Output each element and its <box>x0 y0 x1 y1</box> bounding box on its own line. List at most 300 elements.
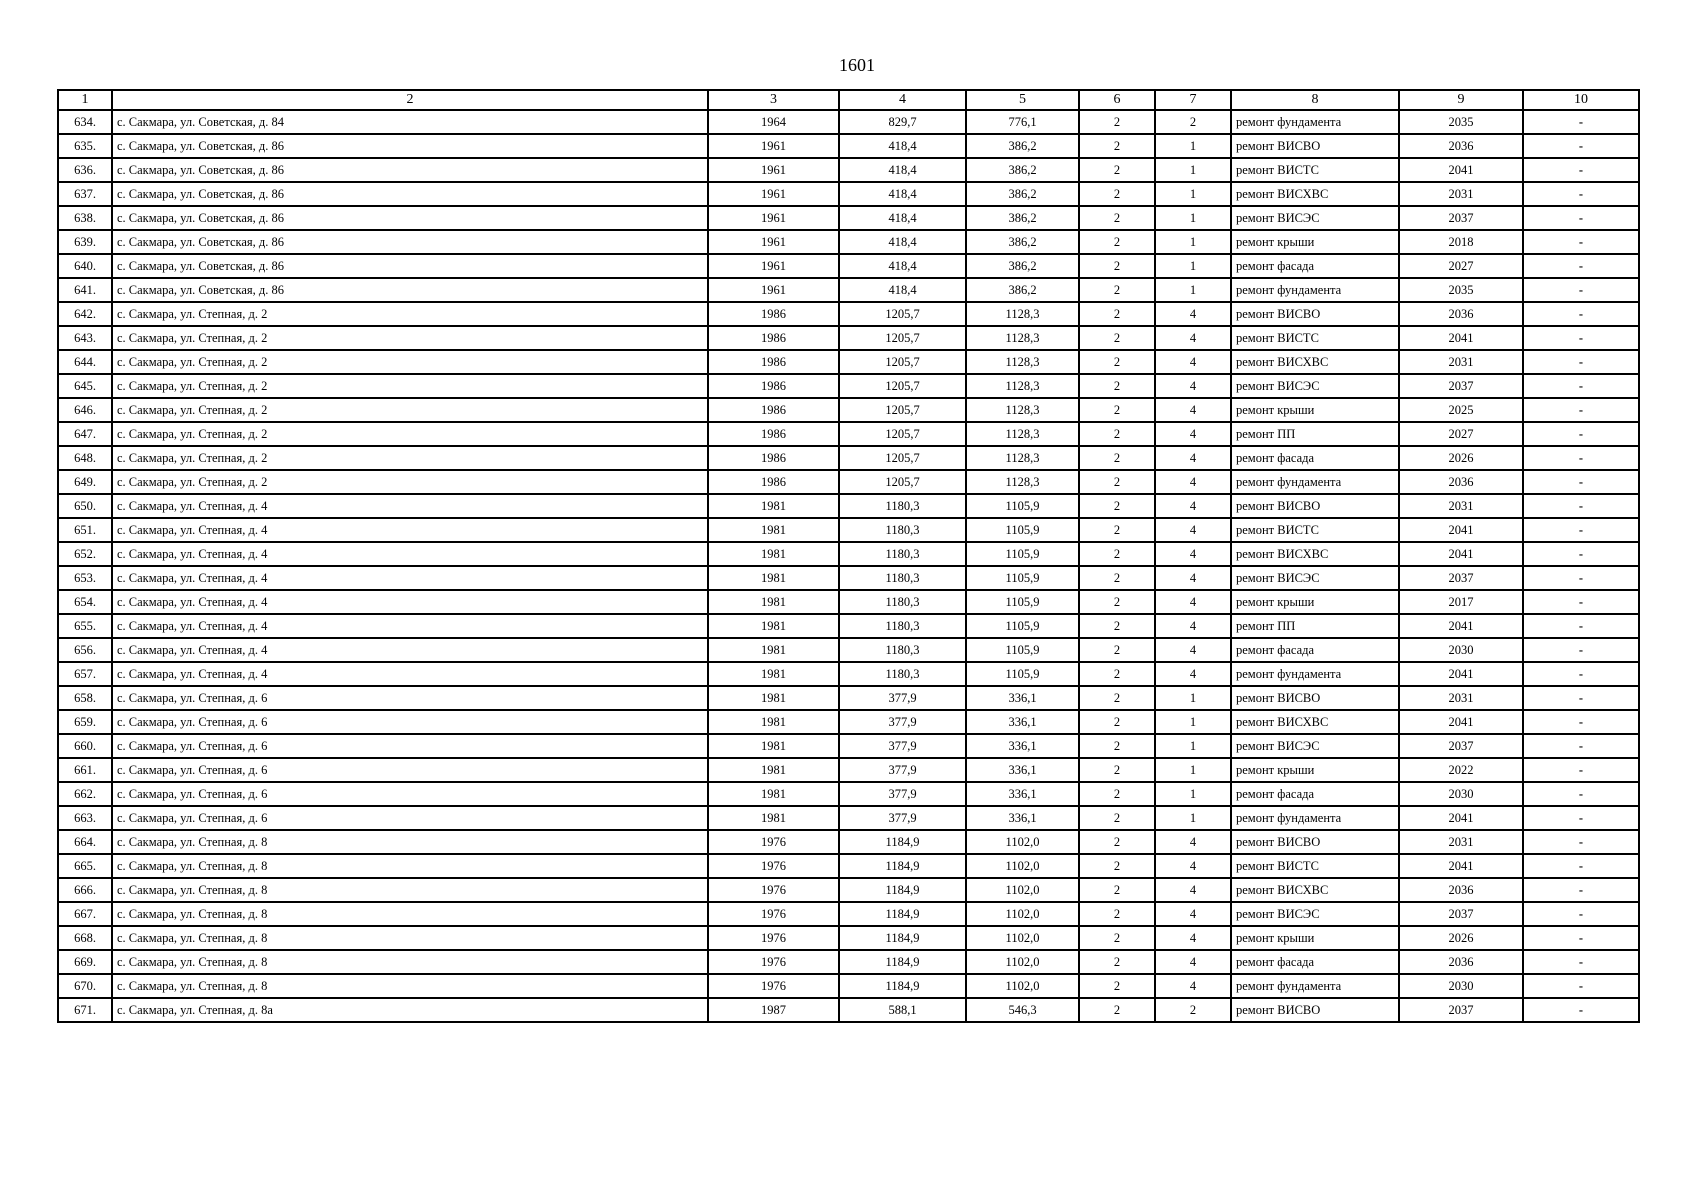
living-area-cell: 1128,3 <box>966 302 1079 326</box>
planned-year-cell: 2030 <box>1399 974 1523 998</box>
note-cell: - <box>1523 302 1639 326</box>
total-area-cell: 418,4 <box>839 134 966 158</box>
note-cell: - <box>1523 374 1639 398</box>
planned-year-cell: 2018 <box>1399 230 1523 254</box>
address-cell: с. Сакмара, ул. Советская, д. 86 <box>112 206 708 230</box>
row-number-cell: 666. <box>58 878 112 902</box>
entrances-cell: 2 <box>1155 998 1231 1022</box>
row-number-cell: 646. <box>58 398 112 422</box>
address-cell: с. Сакмара, ул. Степная, д. 4 <box>112 590 708 614</box>
table-row <box>58 590 1639 614</box>
entrances-cell: 2 <box>1155 110 1231 134</box>
row-number-cell: 665. <box>58 854 112 878</box>
work-type-cell: ремонт ПП <box>1231 614 1399 638</box>
floors-cell: 2 <box>1079 614 1155 638</box>
year-cell: 1986 <box>708 398 839 422</box>
year-cell: 1981 <box>708 758 839 782</box>
note-cell: - <box>1523 662 1639 686</box>
row-number-cell: 638. <box>58 206 112 230</box>
address-cell: с. Сакмара, ул. Степная, д. 2 <box>112 350 708 374</box>
row-number-cell: 670. <box>58 974 112 998</box>
column-header: 7 <box>1155 90 1231 110</box>
floors-cell: 2 <box>1079 590 1155 614</box>
address-cell: с. Сакмара, ул. Степная, д. 6 <box>112 758 708 782</box>
note-cell: - <box>1523 206 1639 230</box>
planned-year-cell: 2022 <box>1399 758 1523 782</box>
planned-year-cell: 2031 <box>1399 494 1523 518</box>
work-type-cell: ремонт крыши <box>1231 926 1399 950</box>
table-row <box>58 686 1639 710</box>
total-area-cell: 377,9 <box>839 758 966 782</box>
total-area-cell: 418,4 <box>839 230 966 254</box>
table-row <box>58 902 1639 926</box>
table-row <box>58 326 1639 350</box>
entrances-cell: 4 <box>1155 302 1231 326</box>
planned-year-cell: 2041 <box>1399 806 1523 830</box>
table-row <box>58 614 1639 638</box>
work-type-cell: ремонт ВИСХВС <box>1231 182 1399 206</box>
year-cell: 1976 <box>708 926 839 950</box>
entrances-cell: 4 <box>1155 446 1231 470</box>
living-area-cell: 1105,9 <box>966 494 1079 518</box>
address-cell: с. Сакмара, ул. Степная, д. 2 <box>112 398 708 422</box>
living-area-cell: 776,1 <box>966 110 1079 134</box>
year-cell: 1976 <box>708 854 839 878</box>
table-row <box>58 254 1639 278</box>
row-number-cell: 654. <box>58 590 112 614</box>
work-type-cell: ремонт фасада <box>1231 446 1399 470</box>
work-type-cell: ремонт ВИСВО <box>1231 998 1399 1022</box>
planned-year-cell: 2035 <box>1399 278 1523 302</box>
total-area-cell: 1205,7 <box>839 446 966 470</box>
floors-cell: 2 <box>1079 854 1155 878</box>
total-area-cell: 418,4 <box>839 182 966 206</box>
address-cell: с. Сакмара, ул. Советская, д. 86 <box>112 182 708 206</box>
work-type-cell: ремонт ВИСЭС <box>1231 734 1399 758</box>
table-row <box>58 470 1639 494</box>
total-area-cell: 1205,7 <box>839 326 966 350</box>
floors-cell: 2 <box>1079 878 1155 902</box>
living-area-cell: 336,1 <box>966 758 1079 782</box>
year-cell: 1976 <box>708 878 839 902</box>
work-type-cell: ремонт фундамента <box>1231 278 1399 302</box>
living-area-cell: 1102,0 <box>966 854 1079 878</box>
floors-cell: 2 <box>1079 398 1155 422</box>
address-cell: с. Сакмара, ул. Степная, д. 2 <box>112 422 708 446</box>
column-header: 10 <box>1523 90 1639 110</box>
table-row <box>58 110 1639 134</box>
year-cell: 1961 <box>708 134 839 158</box>
floors-cell: 2 <box>1079 542 1155 566</box>
address-cell: с. Сакмара, ул. Степная, д. 6 <box>112 782 708 806</box>
year-cell: 1986 <box>708 422 839 446</box>
work-type-cell: ремонт фасада <box>1231 950 1399 974</box>
register-table <box>57 89 1640 1023</box>
note-cell: - <box>1523 422 1639 446</box>
total-area-cell: 1205,7 <box>839 398 966 422</box>
planned-year-cell: 2031 <box>1399 182 1523 206</box>
floors-cell: 2 <box>1079 926 1155 950</box>
address-cell: с. Сакмара, ул. Степная, д. 4 <box>112 494 708 518</box>
floors-cell: 2 <box>1079 254 1155 278</box>
floors-cell: 2 <box>1079 302 1155 326</box>
year-cell: 1981 <box>708 614 839 638</box>
planned-year-cell: 2036 <box>1399 470 1523 494</box>
planned-year-cell: 2036 <box>1399 302 1523 326</box>
row-number-cell: 636. <box>58 158 112 182</box>
column-header: 8 <box>1231 90 1399 110</box>
note-cell: - <box>1523 830 1639 854</box>
floors-cell: 2 <box>1079 686 1155 710</box>
planned-year-cell: 2030 <box>1399 638 1523 662</box>
address-cell: с. Сакмара, ул. Советская, д. 86 <box>112 230 708 254</box>
total-area-cell: 418,4 <box>839 206 966 230</box>
address-cell: с. Сакмара, ул. Степная, д. 8 <box>112 854 708 878</box>
total-area-cell: 418,4 <box>839 278 966 302</box>
work-type-cell: ремонт ВИСВО <box>1231 134 1399 158</box>
entrances-cell: 1 <box>1155 686 1231 710</box>
total-area-cell: 1180,3 <box>839 518 966 542</box>
column-header: 2 <box>112 90 708 110</box>
living-area-cell: 1102,0 <box>966 878 1079 902</box>
table-row <box>58 638 1639 662</box>
address-cell: с. Сакмара, ул. Степная, д. 6 <box>112 710 708 734</box>
work-type-cell: ремонт ВИСХВС <box>1231 542 1399 566</box>
entrances-cell: 4 <box>1155 590 1231 614</box>
total-area-cell: 377,9 <box>839 734 966 758</box>
total-area-cell: 1184,9 <box>839 830 966 854</box>
table-row <box>58 662 1639 686</box>
column-header: 6 <box>1079 90 1155 110</box>
year-cell: 1981 <box>708 518 839 542</box>
table-row <box>58 806 1639 830</box>
total-area-cell: 1180,3 <box>839 494 966 518</box>
year-cell: 1981 <box>708 686 839 710</box>
header-row <box>58 90 1639 110</box>
row-number-cell: 663. <box>58 806 112 830</box>
note-cell: - <box>1523 446 1639 470</box>
planned-year-cell: 2037 <box>1399 206 1523 230</box>
year-cell: 1961 <box>708 278 839 302</box>
year-cell: 1981 <box>708 782 839 806</box>
floors-cell: 2 <box>1079 518 1155 542</box>
work-type-cell: ремонт ВИСВО <box>1231 686 1399 710</box>
entrances-cell: 4 <box>1155 854 1231 878</box>
row-number-cell: 643. <box>58 326 112 350</box>
total-area-cell: 1205,7 <box>839 470 966 494</box>
entrances-cell: 4 <box>1155 662 1231 686</box>
table-row <box>58 974 1639 998</box>
total-area-cell: 1205,7 <box>839 350 966 374</box>
row-number-cell: 671. <box>58 998 112 1022</box>
year-cell: 1986 <box>708 326 839 350</box>
planned-year-cell: 2041 <box>1399 542 1523 566</box>
year-cell: 1981 <box>708 806 839 830</box>
total-area-cell: 418,4 <box>839 254 966 278</box>
work-type-cell: ремонт фасада <box>1231 638 1399 662</box>
table-row <box>58 566 1639 590</box>
note-cell: - <box>1523 854 1639 878</box>
total-area-cell: 1184,9 <box>839 950 966 974</box>
planned-year-cell: 2041 <box>1399 158 1523 182</box>
planned-year-cell: 2037 <box>1399 374 1523 398</box>
living-area-cell: 386,2 <box>966 182 1079 206</box>
floors-cell: 2 <box>1079 182 1155 206</box>
note-cell: - <box>1523 614 1639 638</box>
entrances-cell: 4 <box>1155 878 1231 902</box>
floors-cell: 2 <box>1079 566 1155 590</box>
table-row <box>58 182 1639 206</box>
entrances-cell: 4 <box>1155 350 1231 374</box>
entrances-cell: 1 <box>1155 806 1231 830</box>
entrances-cell: 1 <box>1155 206 1231 230</box>
year-cell: 1964 <box>708 110 839 134</box>
entrances-cell: 1 <box>1155 782 1231 806</box>
row-number-cell: 667. <box>58 902 112 926</box>
total-area-cell: 377,9 <box>839 782 966 806</box>
living-area-cell: 1128,3 <box>966 326 1079 350</box>
total-area-cell: 1180,3 <box>839 566 966 590</box>
planned-year-cell: 2037 <box>1399 902 1523 926</box>
row-number-cell: 658. <box>58 686 112 710</box>
work-type-cell: ремонт крыши <box>1231 758 1399 782</box>
work-type-cell: ремонт ВИСТС <box>1231 518 1399 542</box>
note-cell: - <box>1523 926 1639 950</box>
table-row <box>58 542 1639 566</box>
entrances-cell: 4 <box>1155 374 1231 398</box>
work-type-cell: ремонт ВИСВО <box>1231 830 1399 854</box>
living-area-cell: 1102,0 <box>966 902 1079 926</box>
address-cell: с. Сакмара, ул. Степная, д. 2 <box>112 470 708 494</box>
entrances-cell: 1 <box>1155 734 1231 758</box>
address-cell: с. Сакмара, ул. Степная, д. 8 <box>112 974 708 998</box>
note-cell: - <box>1523 710 1639 734</box>
entrances-cell: 4 <box>1155 638 1231 662</box>
total-area-cell: 1180,3 <box>839 662 966 686</box>
column-header: 3 <box>708 90 839 110</box>
note-cell: - <box>1523 350 1639 374</box>
note-cell: - <box>1523 470 1639 494</box>
work-type-cell: ремонт крыши <box>1231 398 1399 422</box>
entrances-cell: 4 <box>1155 926 1231 950</box>
row-number-cell: 662. <box>58 782 112 806</box>
living-area-cell: 1105,9 <box>966 638 1079 662</box>
living-area-cell: 1128,3 <box>966 470 1079 494</box>
living-area-cell: 386,2 <box>966 230 1079 254</box>
row-number-cell: 659. <box>58 710 112 734</box>
row-number-cell: 645. <box>58 374 112 398</box>
row-number-cell: 644. <box>58 350 112 374</box>
floors-cell: 2 <box>1079 422 1155 446</box>
work-type-cell: ремонт ВИСТС <box>1231 158 1399 182</box>
note-cell: - <box>1523 902 1639 926</box>
entrances-cell: 4 <box>1155 470 1231 494</box>
total-area-cell: 1184,9 <box>839 926 966 950</box>
work-type-cell: ремонт фасада <box>1231 782 1399 806</box>
planned-year-cell: 2030 <box>1399 782 1523 806</box>
row-number-cell: 669. <box>58 950 112 974</box>
planned-year-cell: 2031 <box>1399 686 1523 710</box>
address-cell: с. Сакмара, ул. Советская, д. 86 <box>112 158 708 182</box>
living-area-cell: 336,1 <box>966 734 1079 758</box>
note-cell: - <box>1523 566 1639 590</box>
work-type-cell: ремонт ВИСХВС <box>1231 878 1399 902</box>
address-cell: с. Сакмара, ул. Степная, д. 8 <box>112 950 708 974</box>
note-cell: - <box>1523 998 1639 1022</box>
table-row <box>58 998 1639 1022</box>
living-area-cell: 1105,9 <box>966 518 1079 542</box>
floors-cell: 2 <box>1079 110 1155 134</box>
table-header <box>58 90 1639 110</box>
row-number-cell: 660. <box>58 734 112 758</box>
total-area-cell: 377,9 <box>839 710 966 734</box>
table-row <box>58 446 1639 470</box>
total-area-cell: 1205,7 <box>839 374 966 398</box>
address-cell: с. Сакмара, ул. Степная, д. 6 <box>112 806 708 830</box>
note-cell: - <box>1523 950 1639 974</box>
entrances-cell: 4 <box>1155 974 1231 998</box>
year-cell: 1981 <box>708 590 839 614</box>
note-cell: - <box>1523 278 1639 302</box>
entrances-cell: 4 <box>1155 494 1231 518</box>
work-type-cell: ремонт ВИСВО <box>1231 302 1399 326</box>
planned-year-cell: 2026 <box>1399 926 1523 950</box>
row-number-cell: 652. <box>58 542 112 566</box>
year-cell: 1976 <box>708 902 839 926</box>
year-cell: 1961 <box>708 254 839 278</box>
entrances-cell: 1 <box>1155 158 1231 182</box>
table-row <box>58 374 1639 398</box>
total-area-cell: 1184,9 <box>839 902 966 926</box>
note-cell: - <box>1523 758 1639 782</box>
floors-cell: 2 <box>1079 158 1155 182</box>
planned-year-cell: 2041 <box>1399 326 1523 350</box>
year-cell: 1976 <box>708 974 839 998</box>
living-area-cell: 1128,3 <box>966 350 1079 374</box>
floors-cell: 2 <box>1079 134 1155 158</box>
page-number: 1601 <box>839 55 875 75</box>
table-row <box>58 158 1639 182</box>
living-area-cell: 1105,9 <box>966 590 1079 614</box>
table-row <box>58 494 1639 518</box>
floors-cell: 2 <box>1079 326 1155 350</box>
living-area-cell: 546,3 <box>966 998 1079 1022</box>
address-cell: с. Сакмара, ул. Степная, д. 8 <box>112 902 708 926</box>
address-cell: с. Сакмара, ул. Степная, д. 2 <box>112 374 708 398</box>
entrances-cell: 4 <box>1155 422 1231 446</box>
living-area-cell: 1128,3 <box>966 446 1079 470</box>
year-cell: 1986 <box>708 470 839 494</box>
entrances-cell: 4 <box>1155 830 1231 854</box>
entrances-cell: 4 <box>1155 566 1231 590</box>
year-cell: 1961 <box>708 230 839 254</box>
row-number-cell: 661. <box>58 758 112 782</box>
floors-cell: 2 <box>1079 998 1155 1022</box>
row-number-cell: 651. <box>58 518 112 542</box>
year-cell: 1981 <box>708 494 839 518</box>
row-number-cell: 634. <box>58 110 112 134</box>
floors-cell: 2 <box>1079 230 1155 254</box>
floors-cell: 2 <box>1079 758 1155 782</box>
table-row <box>58 854 1639 878</box>
row-number-cell: 641. <box>58 278 112 302</box>
year-cell: 1961 <box>708 206 839 230</box>
total-area-cell: 1184,9 <box>839 878 966 902</box>
planned-year-cell: 2041 <box>1399 614 1523 638</box>
work-type-cell: ремонт крыши <box>1231 590 1399 614</box>
table-row <box>58 422 1639 446</box>
living-area-cell: 1128,3 <box>966 374 1079 398</box>
address-cell: с. Сакмара, ул. Степная, д. 6 <box>112 686 708 710</box>
address-cell: с. Сакмара, ул. Степная, д. 2 <box>112 326 708 350</box>
address-cell: с. Сакмара, ул. Советская, д. 86 <box>112 254 708 278</box>
living-area-cell: 1102,0 <box>966 950 1079 974</box>
work-type-cell: ремонт ВИСЭС <box>1231 566 1399 590</box>
row-number-cell: 664. <box>58 830 112 854</box>
entrances-cell: 1 <box>1155 134 1231 158</box>
floors-cell: 2 <box>1079 734 1155 758</box>
address-cell: с. Сакмара, ул. Советская, д. 86 <box>112 134 708 158</box>
living-area-cell: 386,2 <box>966 254 1079 278</box>
entrances-cell: 1 <box>1155 182 1231 206</box>
table-row <box>58 302 1639 326</box>
total-area-cell: 418,4 <box>839 158 966 182</box>
planned-year-cell: 2041 <box>1399 854 1523 878</box>
work-type-cell: ремонт фундамента <box>1231 110 1399 134</box>
living-area-cell: 1102,0 <box>966 974 1079 998</box>
year-cell: 1981 <box>708 542 839 566</box>
year-cell: 1961 <box>708 158 839 182</box>
living-area-cell: 386,2 <box>966 206 1079 230</box>
address-cell: с. Сакмара, ул. Степная, д. 4 <box>112 566 708 590</box>
work-type-cell: ремонт ВИСХВС <box>1231 350 1399 374</box>
entrances-cell: 1 <box>1155 278 1231 302</box>
floors-cell: 2 <box>1079 710 1155 734</box>
work-type-cell: ремонт фундамента <box>1231 974 1399 998</box>
note-cell: - <box>1523 326 1639 350</box>
table-row <box>58 206 1639 230</box>
planned-year-cell: 2025 <box>1399 398 1523 422</box>
planned-year-cell: 2041 <box>1399 518 1523 542</box>
work-type-cell: ремонт фундамента <box>1231 662 1399 686</box>
planned-year-cell: 2036 <box>1399 878 1523 902</box>
planned-year-cell: 2036 <box>1399 134 1523 158</box>
living-area-cell: 386,2 <box>966 158 1079 182</box>
floors-cell: 2 <box>1079 206 1155 230</box>
work-type-cell: ремонт фасада <box>1231 254 1399 278</box>
entrances-cell: 4 <box>1155 614 1231 638</box>
note-cell: - <box>1523 398 1639 422</box>
note-cell: - <box>1523 974 1639 998</box>
entrances-cell: 4 <box>1155 398 1231 422</box>
year-cell: 1986 <box>708 302 839 326</box>
note-cell: - <box>1523 134 1639 158</box>
year-cell: 1976 <box>708 830 839 854</box>
planned-year-cell: 2036 <box>1399 950 1523 974</box>
year-cell: 1986 <box>708 446 839 470</box>
floors-cell: 2 <box>1079 446 1155 470</box>
total-area-cell: 1180,3 <box>839 542 966 566</box>
entrances-cell: 4 <box>1155 542 1231 566</box>
note-cell: - <box>1523 806 1639 830</box>
work-type-cell: ремонт ВИСТС <box>1231 854 1399 878</box>
note-cell: - <box>1523 590 1639 614</box>
total-area-cell: 377,9 <box>839 806 966 830</box>
table-row <box>58 830 1639 854</box>
address-cell: с. Сакмара, ул. Степная, д. 4 <box>112 662 708 686</box>
row-number-cell: 650. <box>58 494 112 518</box>
living-area-cell: 336,1 <box>966 710 1079 734</box>
